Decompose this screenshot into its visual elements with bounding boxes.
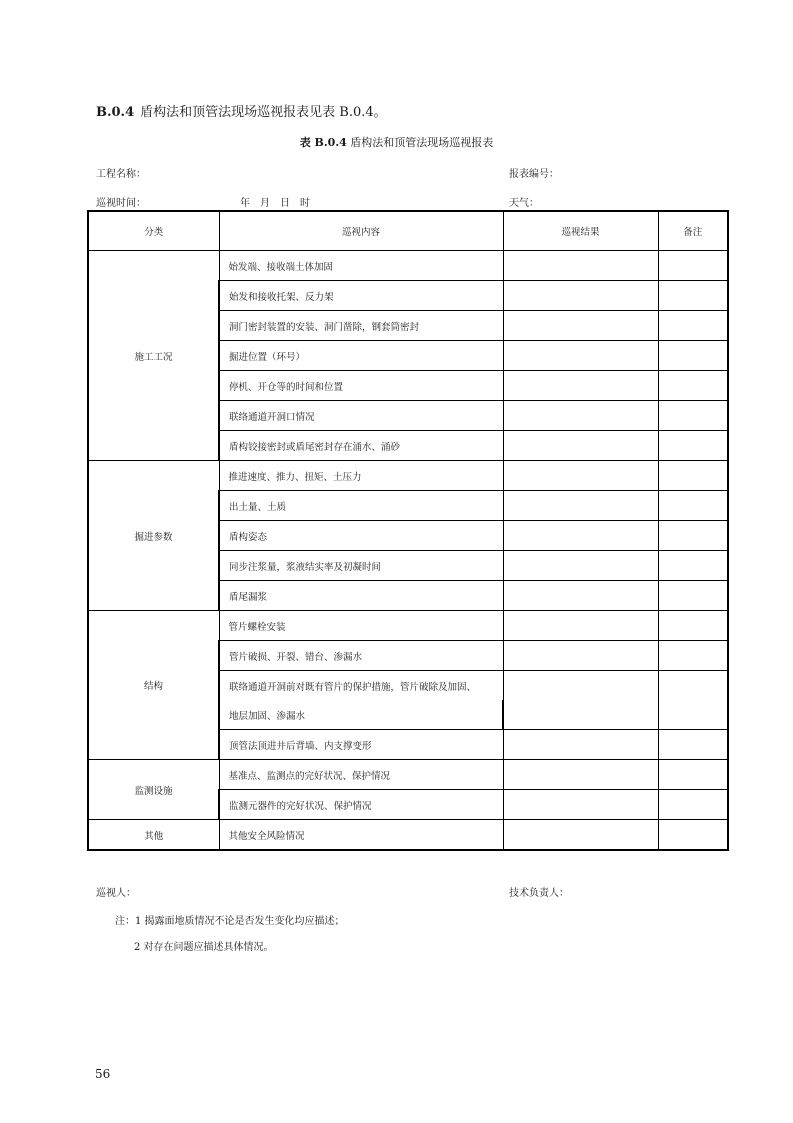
weather-label: 天气： xyxy=(509,198,539,209)
content-cell: 洞门密封装置的安装、洞门凿除，钢套筒密封 xyxy=(219,311,503,341)
table-row xyxy=(88,251,728,281)
result-cell[interactable] xyxy=(503,431,658,461)
remark-cell[interactable] xyxy=(658,371,728,401)
result-cell[interactable] xyxy=(503,671,658,730)
remark-cell[interactable] xyxy=(658,581,728,611)
content-cell: 基准点、监测点的完好状况、保护情况 xyxy=(219,760,503,790)
content-cell: 盾构铰接密封或盾尾密封存在涌水、涌砂 xyxy=(219,431,503,461)
category-cell: 施工工况 xyxy=(88,251,219,461)
note-item: 2 对存在问题应描述具体情况。 xyxy=(134,942,274,953)
note-item: 1 揭露面地质情况不论是否发生变化均应描述； xyxy=(135,916,345,927)
remark-cell[interactable] xyxy=(658,401,728,431)
content-cell: 盾尾漏浆 xyxy=(219,581,503,611)
remark-cell[interactable] xyxy=(658,641,728,671)
result-cell[interactable] xyxy=(503,611,658,641)
result-cell[interactable] xyxy=(503,730,658,760)
header-remark: 备注 xyxy=(658,211,728,251)
content-cell: 始发端、接收端土体加固 xyxy=(219,251,503,281)
content-cell: 其他安全风险情况 xyxy=(219,820,503,851)
result-cell[interactable] xyxy=(503,401,658,431)
content-cell: 推进速度、推力、扭矩、土压力 xyxy=(219,461,503,491)
result-cell[interactable] xyxy=(503,371,658,401)
content-cell: 管片螺栓安装 xyxy=(219,611,503,641)
remark-cell[interactable] xyxy=(658,461,728,491)
category-cell: 监测设施 xyxy=(88,760,219,820)
section-heading xyxy=(96,101,387,120)
section-text: 盾构法和顶管法现场巡视报表见表 B.0.4。 xyxy=(140,105,387,120)
header-category: 分类 xyxy=(88,211,219,251)
table-title xyxy=(0,134,793,150)
date-units: 年 月 日 时 xyxy=(240,198,310,209)
result-cell[interactable] xyxy=(503,341,658,371)
content-cell: 地层加固、渗漏水 xyxy=(219,700,503,730)
result-cell[interactable] xyxy=(503,581,658,611)
content-cell: 掘进位置（环号） xyxy=(219,341,503,371)
result-cell[interactable] xyxy=(503,641,658,671)
remark-cell[interactable] xyxy=(658,611,728,641)
table-title-text: 盾构法和顶管法现场巡视报表 xyxy=(350,136,494,149)
remark-cell[interactable] xyxy=(658,431,728,461)
result-cell[interactable] xyxy=(503,281,658,311)
table-header-row xyxy=(88,211,728,251)
remark-cell[interactable] xyxy=(658,251,728,281)
category-cell: 结构 xyxy=(88,611,219,760)
table-row xyxy=(88,461,728,491)
note-prefix: 注： xyxy=(115,916,135,927)
category-cell: 掘进参数 xyxy=(88,461,219,611)
content-cell: 联络通道开洞前对既有管片的保护措施，管片破除及加固、 xyxy=(219,671,503,701)
header-result: 巡视结果 xyxy=(503,211,658,251)
table-row xyxy=(88,820,728,851)
remark-cell[interactable] xyxy=(658,820,728,851)
remark-cell[interactable] xyxy=(658,491,728,521)
header-content: 巡视内容 xyxy=(219,211,503,251)
inspector-label: 巡视人： xyxy=(96,888,136,899)
table-row xyxy=(88,760,728,790)
remark-cell[interactable] xyxy=(658,521,728,551)
result-cell[interactable] xyxy=(503,760,658,790)
remark-cell[interactable] xyxy=(658,671,728,730)
table-row xyxy=(88,611,728,641)
tech-lead-label: 技术负责人： xyxy=(509,888,569,899)
remark-cell[interactable] xyxy=(658,281,728,311)
result-cell[interactable] xyxy=(503,311,658,341)
result-cell[interactable] xyxy=(503,551,658,581)
remark-cell[interactable] xyxy=(658,730,728,760)
result-cell[interactable] xyxy=(503,461,658,491)
project-name-label: 工程名称： xyxy=(96,169,146,180)
remark-cell[interactable] xyxy=(658,311,728,341)
content-cell: 出土量、土质 xyxy=(219,491,503,521)
result-cell[interactable] xyxy=(503,790,658,820)
patrol-report-table xyxy=(87,210,729,851)
result-cell[interactable] xyxy=(503,820,658,851)
note-line-1 xyxy=(115,912,345,927)
remark-cell[interactable] xyxy=(658,551,728,581)
remark-cell[interactable] xyxy=(658,790,728,820)
section-number: B.0.4 xyxy=(96,105,135,120)
category-cell: 其他 xyxy=(88,820,219,851)
table-number: 表 B.0.4 xyxy=(299,136,347,149)
report-no-label: 报表编号： xyxy=(509,169,559,180)
content-cell: 始发和接收托架、反力架 xyxy=(219,281,503,311)
result-cell[interactable] xyxy=(503,491,658,521)
patrol-time-label: 巡视时间： xyxy=(96,198,146,209)
result-cell[interactable] xyxy=(503,521,658,551)
remark-cell[interactable] xyxy=(658,341,728,371)
content-cell: 管片破损、开裂、错台、渗漏水 xyxy=(219,641,503,671)
result-cell[interactable] xyxy=(503,251,658,281)
page-number: 56 xyxy=(95,1067,111,1081)
content-cell: 同步注浆量，浆液结实率及初凝时间 xyxy=(219,551,503,581)
remark-cell[interactable] xyxy=(658,760,728,790)
content-cell: 联络通道开洞口情况 xyxy=(219,401,503,431)
content-cell: 顶管法顶进井后背墙、内支撑变形 xyxy=(219,730,503,760)
content-cell: 监测元器件的完好状况、保护情况 xyxy=(219,790,503,820)
content-cell: 停机、开仓等的时间和位置 xyxy=(219,371,503,401)
content-cell: 盾构姿态 xyxy=(219,521,503,551)
